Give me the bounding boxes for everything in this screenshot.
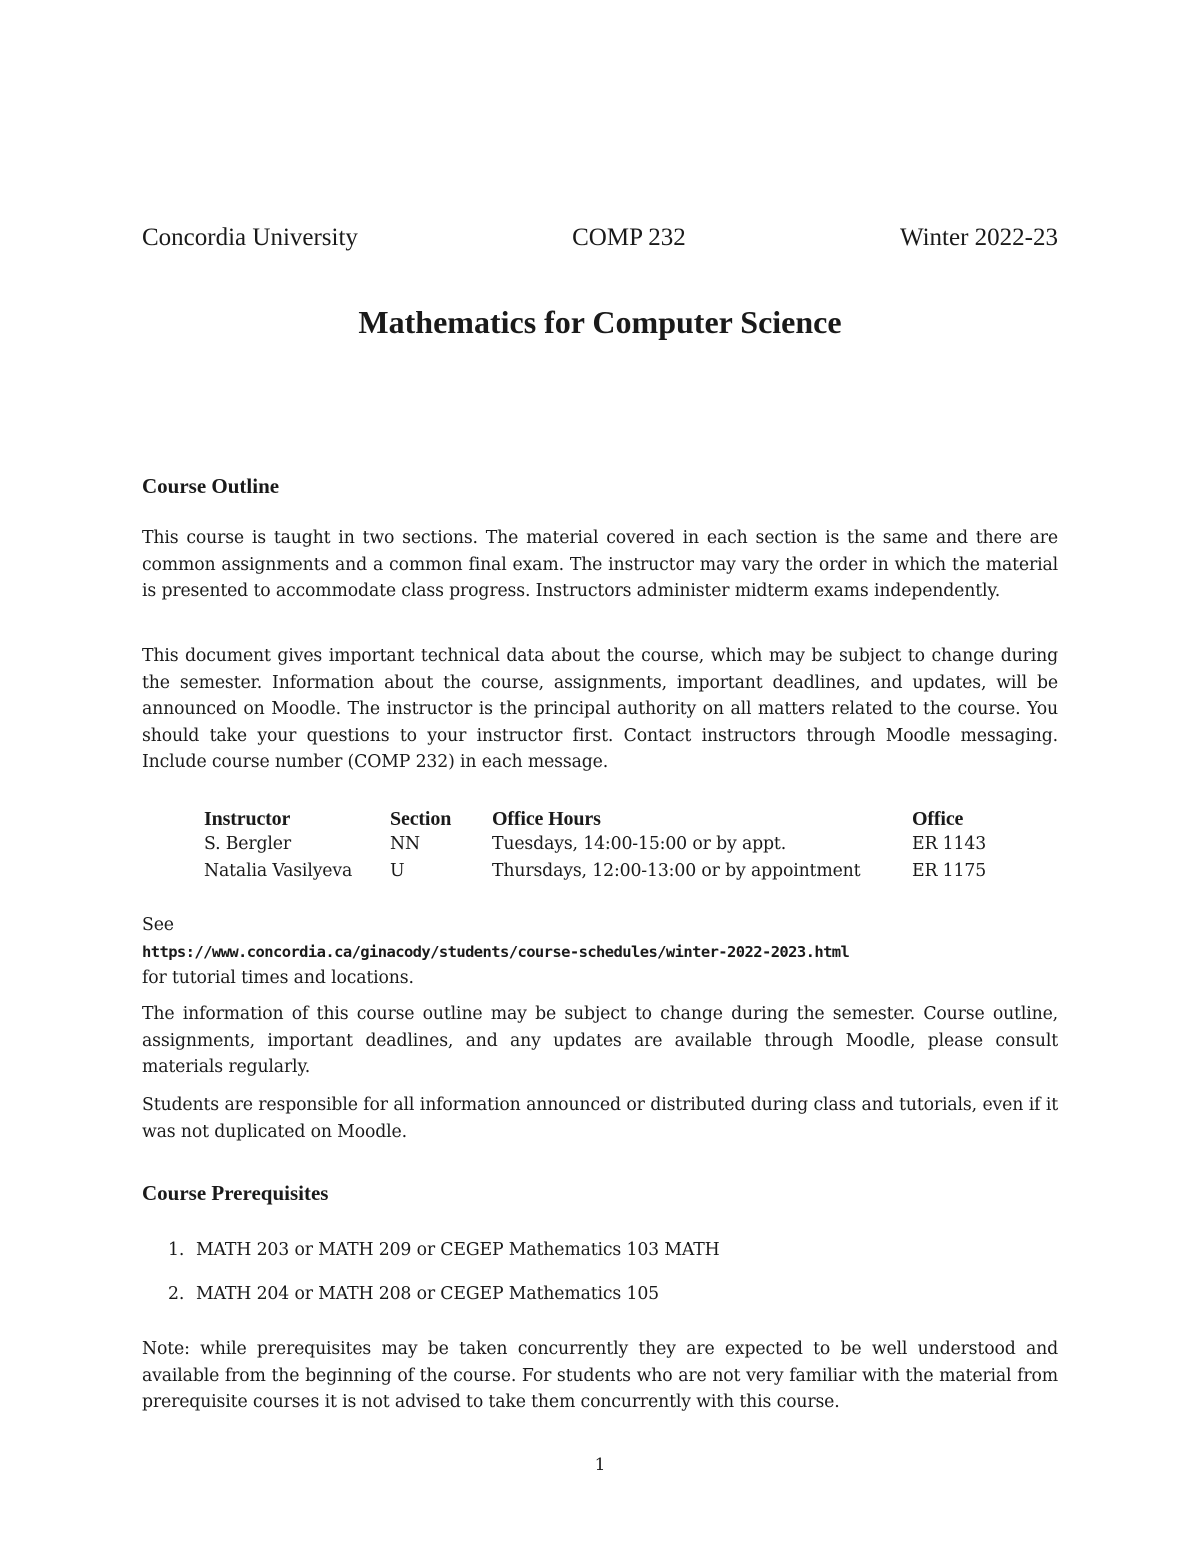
outline-paragraph-1: This course is taught in two sections. The material covered in each section is the same and there are common assignments and a common final exam. The instructor may vary the order in which the material is presented to accommodate class progress. Instructors administer midterm exams independently. (142, 528, 1058, 602)
table-row (204, 858, 1002, 885)
instructor-section: NN (390, 834, 420, 855)
table-header-row (204, 803, 1002, 831)
column-header-office-hours: Office Hours (492, 808, 601, 830)
instructor-office-hours: Tuesdays, 14:00-15:00 or by appt. (492, 834, 787, 855)
term: Winter 2022-23 (900, 224, 1058, 251)
list-item-text: MATH 204 or MATH 208 or CEGEP Mathematics 105 (196, 1284, 660, 1304)
instructor-office: ER 1175 (912, 860, 987, 881)
university-name: Concordia University (142, 224, 358, 251)
prerequisites-heading: Course Prerequisites (142, 1181, 329, 1205)
see-label: See (142, 915, 174, 935)
list-item-text: MATH 203 or MATH 209 or CEGEP Mathematics 103 MATH (196, 1240, 720, 1260)
document-header (142, 224, 1058, 252)
tutorial-schedule-link[interactable]: https://www.concordia.ca/ginacody/students/course-schedules/winter-2022-2023.html (142, 942, 850, 961)
course-outline-heading: Course Outline (142, 474, 280, 498)
instructor-name: S. Bergler (204, 834, 291, 855)
instructors-table (204, 803, 1002, 884)
tutorial-info (142, 912, 1058, 992)
list-item-number: 1. (168, 1240, 185, 1260)
instructor-name: Natalia Vasilyeva (204, 860, 353, 881)
column-header-instructor: Instructor (204, 808, 291, 830)
course-code: COMP 232 (572, 224, 686, 251)
list-item (142, 1237, 1058, 1281)
column-header-office: Office (912, 808, 964, 830)
outline-paragraph-4: Students are responsible for all information announced or distributed during class and tutorials, even if it was not duplicated on Moodle. (142, 1095, 1058, 1142)
prerequisites-list (142, 1237, 1058, 1325)
outline-paragraph-3: The information of this course outline may be subject to change during the semester. Course outline, assignments, important deadlines, and any updates are available through Moodle, please consult materials regularly. (142, 1004, 1058, 1078)
outline-paragraph-2: This document gives important technical data about the course, which may be subject to change during the semester. Information about the course, assignments, important deadlines, and updates, will be announced on Moodle. The instructor is the principal authority on all matters related to the course. You should take your questions to your instructor first. Contact instructors through Moodle messaging. Include course number (COMP 232) in each message. (142, 646, 1058, 773)
list-item-number: 2. (168, 1284, 185, 1304)
prerequisites-note: Note: while prerequisites may be taken concurrently they are expected to be well understood and available from the beginning of the course. For students who are not very familiar with the material from prerequisite courses it is not advised to take them concurrently with this course. (142, 1339, 1058, 1413)
table-row (204, 831, 1002, 858)
instructor-office-hours: Thursdays, 12:00-13:00 or by appointment (492, 860, 861, 881)
list-item (142, 1281, 1058, 1325)
column-header-section: Section (390, 808, 452, 830)
instructor-section: U (390, 860, 405, 881)
tutorial-info-suffix: for tutorial times and locations. (142, 968, 414, 989)
document-title: Mathematics for Computer Science (358, 304, 842, 340)
instructor-office: ER 1143 (912, 834, 987, 855)
page-number: 1 (594, 1455, 606, 1475)
